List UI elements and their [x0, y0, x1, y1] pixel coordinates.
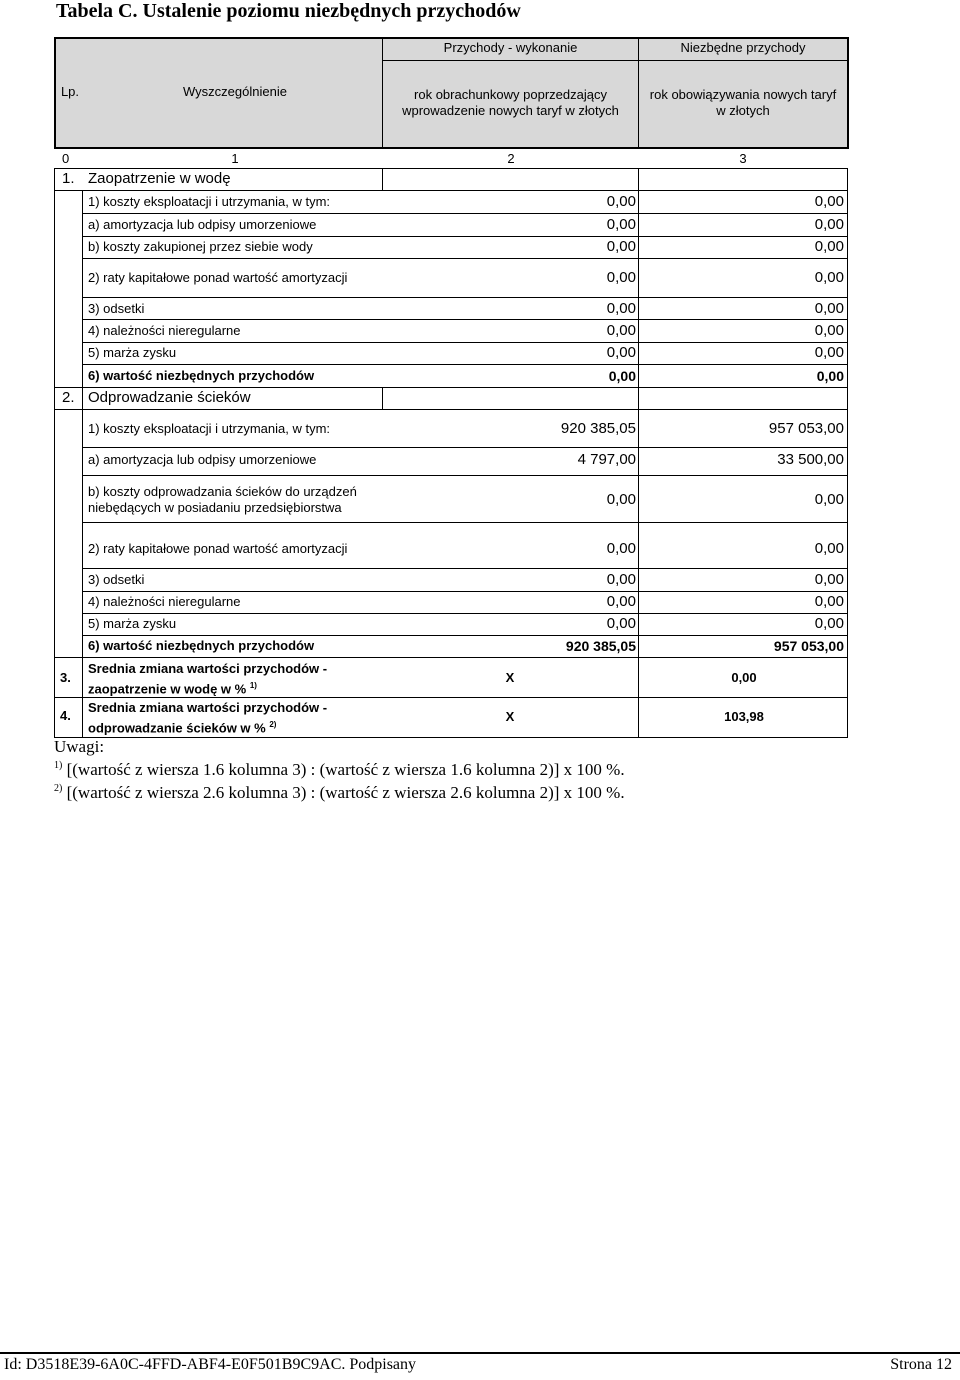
row-total-new: 0,00	[816, 368, 844, 384]
section4-prev: X	[505, 709, 515, 724]
row-value-prev: 0,00	[606, 491, 636, 508]
header-col-new: rok obowiązywania nowych taryf	[649, 87, 837, 102]
row-value-new: 0,00	[814, 193, 844, 210]
row-value-new: 0,00	[814, 593, 844, 610]
row-value-prev: 0,00	[606, 593, 636, 610]
section2-title: Odprowadzanie ścieków	[88, 389, 251, 406]
row-value-prev: 0,00	[606, 344, 636, 361]
section3-prev: X	[505, 670, 515, 685]
col-index-1: 1	[231, 151, 239, 166]
table-row-label: 3) odsetki	[88, 572, 145, 587]
row-value-prev: 0,00	[606, 540, 636, 557]
row-value-prev: 0,00	[606, 216, 636, 233]
row-value-prev: 0,00	[606, 193, 636, 210]
table-row-label: a) amortyzacja lub odpisy umorzeniowe	[88, 217, 317, 232]
table-row-label: 5) marża zysku	[88, 345, 177, 360]
document-id: Id: D3518E39-6A0C-4FFD-ABF4-E0F501B9C9AC. Podpisany	[4, 1356, 417, 1373]
table-row-label: 3) odsetki	[88, 301, 145, 316]
row-value-prev: 0,00	[606, 238, 636, 255]
row-value-new: 33 500,00	[777, 451, 844, 468]
row-value-new: 0,00	[814, 344, 844, 361]
note-1: $^{1)}$ [(wartość z wiersza 1.6 kolumna 3) : (wartość z wiersza 1.6 kolumna 2)] x 100 %.	[54, 760, 625, 779]
header-group-required: Niezbędne przychody	[680, 40, 806, 55]
table-row-label: 5) marża zysku	[88, 616, 177, 631]
row-value-new: 0,00	[814, 571, 844, 588]
table-row-label: 2) raty kapitałowe ponad wartość amortyzacji	[88, 541, 348, 556]
table-row-label: 4) należności nieregularne	[88, 594, 241, 609]
header-col-prev: rok obrachunkowy poprzedzający	[414, 87, 607, 102]
table-row-label: 4) należności nieregularne	[88, 323, 241, 338]
row-value-new: 0,00	[814, 491, 844, 508]
header-col-desc: Wyszczególnienie	[183, 84, 287, 99]
row-value-prev: 0,00	[606, 300, 636, 317]
row-value-prev: 0,00	[606, 615, 636, 632]
table-row-label-total: 6) wartość niezbędnych przychodów	[88, 638, 315, 653]
table-row-label: a) amortyzacja lub odpisy umorzeniowe	[88, 452, 317, 467]
table-row-label: 1) koszty eksploatacji i utrzymania, w tym:	[88, 194, 331, 209]
row-value-new: 0,00	[814, 322, 844, 339]
col-index-3: 3	[739, 151, 747, 166]
row-value-new: 0,00	[814, 238, 844, 255]
header-group-actual: Przychody - wykonanie	[443, 40, 578, 55]
col-index-2: 2	[507, 151, 515, 166]
col-index-0: 0	[62, 151, 70, 166]
section1-title: Zaopatrzenie w wodę	[88, 170, 231, 187]
row-total-prev: 0,00	[608, 368, 636, 384]
header-col-lp: Lp.	[60, 84, 80, 99]
section3-new: 0,00	[731, 670, 757, 685]
row-value-new: 0,00	[814, 269, 844, 286]
table-row-label: b) koszty zakupionej przez siebie wody	[88, 239, 313, 254]
row-value-prev: 920 385,05	[560, 420, 636, 437]
row-value-new: 0,00	[814, 300, 844, 317]
section4-title: Srednia zmiana wartości przychodów -	[88, 700, 328, 715]
table-row-label: 2) raty kapitałowe ponad wartość amortyzacji	[88, 270, 348, 285]
section2-lp: 2.	[62, 389, 75, 406]
section1-lp: 1.	[62, 170, 75, 187]
note-2: $^{2)}$ [(wartość z wiersza 2.6 kolumna 3) : (wartość z wiersza 2.6 kolumna 2)] x 100 %.	[54, 783, 625, 802]
section3-lp: 3.	[60, 670, 71, 685]
row-value-new: 0,00	[814, 615, 844, 632]
row-value-new: 957 053,00	[768, 420, 844, 437]
notes-label: Uwagi:	[54, 737, 105, 756]
row-value-prev: 0,00	[606, 322, 636, 339]
page-number: Strona 12	[890, 1356, 952, 1373]
row-value-new: 0,00	[814, 540, 844, 557]
row-value-prev: 0,00	[606, 269, 636, 286]
row-value-prev: 4 797,00	[577, 451, 636, 468]
section3-title: Srednia zmiana wartości przychodów -	[88, 661, 328, 676]
row-total-new: 957 053,00	[773, 638, 844, 654]
table-row-label: b) koszty odprowadzania ścieków do urządzeń	[88, 484, 357, 499]
table-row-label: 1) koszty eksploatacji i utrzymania, w tym:	[88, 421, 331, 436]
section4-subtitle: odprowadzanie ścieków w % $^{2)}$	[88, 720, 277, 736]
row-value-prev: 0,00	[606, 571, 636, 588]
table-row-label-total: 6) wartość niezbędnych przychodów	[88, 368, 315, 383]
row-value-new: 0,00	[814, 216, 844, 233]
page-title: Tabela C. Ustalenie poziomu niezbędnych przychodów	[56, 0, 521, 22]
section3-subtitle: zaopatrzenie w wodę w % $^{1)}$	[88, 681, 257, 697]
section4-lp: 4.	[60, 708, 71, 723]
row-total-prev: 920 385,05	[565, 638, 636, 654]
section4-new: 103,98	[724, 709, 764, 724]
